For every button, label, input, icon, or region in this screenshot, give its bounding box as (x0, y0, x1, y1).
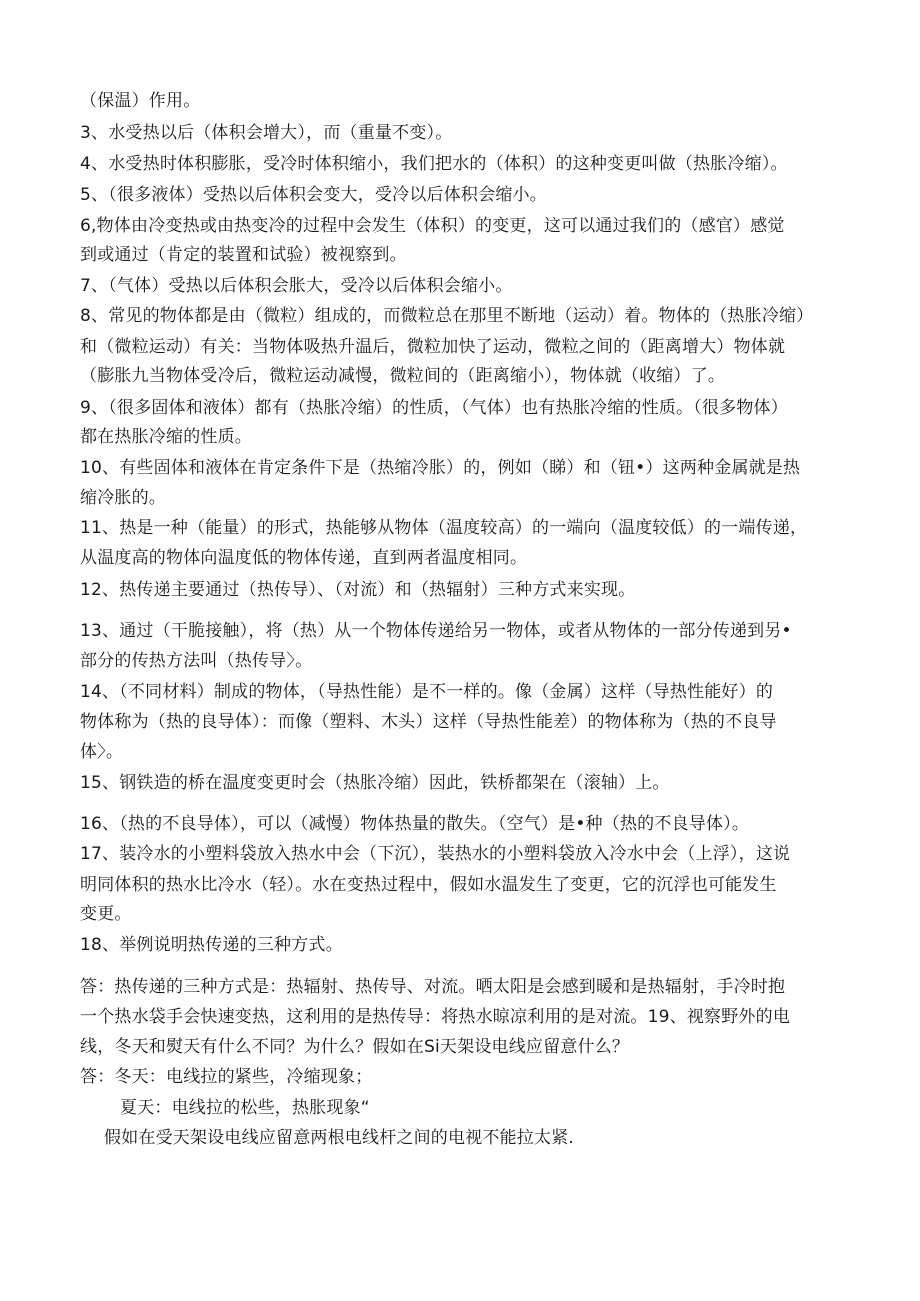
text-line: 13、通过（干脆接触），将（热）从一个物体传递给另一物体，或者从物体的一部分传递到另• (80, 621, 792, 641)
text-line: 18、举例说明热传递的三种方式。 (80, 935, 343, 955)
text-line: 17、装冷水的小塑料袋放入热水中会（下沉），装热水的小塑料袋放入冷水中会（上浮），这说 (80, 844, 791, 864)
text-line: 一个热水袋手会快速变热，这利用的是热传导：将热水晾凉利用的是对流。19、视察野外的电 (80, 1007, 791, 1027)
text-line: 明同体积的热水比冷水（轻）。水在变热过程中，假如水温发生了变更，它的沉浮也可能发生 (80, 875, 777, 895)
text-line: 从温度高的物体向温度低的物体传递，直到两者温度相同。 (80, 548, 528, 568)
text-line: 15、钢铁造的桥在温度变更时会（热胀冷缩）因此，铁桥都架在（滚轴）上。 (80, 773, 670, 793)
text-line: 4、水受热时体积膨胀，受冷时体积缩小，我们把水的（体积）的这种变更叫做（热胀冷缩）。 (80, 154, 788, 174)
text-line: 10、有些固体和液体在肯定条件下是（热缩冷胀）的，例如（睇）和（钮•）这两种金属就是热 (80, 458, 801, 478)
text-line: 3、水受热以后（体积会增大），而（重量不变）。 (80, 123, 453, 143)
text-line: 11、热是一种（能量）的形式，热能够从物体（温度较高）的一端向（温度较低）的一端传递， (80, 518, 808, 538)
text-line: 都在热胀冷缩的性质。 (80, 427, 252, 447)
text-line: 和（微粒运动）有关：当物体吸热升温后，微粒加快了运动，微粒之间的（距离增大）物体就 (80, 337, 786, 357)
text-line: 体〉。 (80, 742, 124, 762)
text-line: 答：冬天：电线拉的紧些，冷缩现象； (80, 1067, 373, 1087)
text-line: 12、热传递主要通过（热传导）、（对流）和（热辐射）三种方式来实现。 (80, 580, 636, 600)
text-line: 7、（气体）受热以后体积会胀大，受冷以后体积会缩小。 (80, 276, 513, 296)
text-line: 夏天：电线拉的松些，热胀现象“ (120, 1098, 370, 1118)
text-line: 14、（不同材料）制成的物体，（导热性能）是不一样的。像（金属）这样（导热性能好）的 (80, 682, 774, 702)
text-line: 6,物体由冷变热或由热变冷的过程中会发生（体积）的变更，这可以通过我们的（感官）感觉 (80, 216, 785, 236)
text-line: 变更。 (80, 904, 132, 924)
text-line: 假如在受天架设电线应留意两根电线杆之间的电视不能拉太紧. (104, 1128, 575, 1148)
text-line: 9、（很多固体和液体）都有（热胀冷缩）的性质，（气体）也有热胀冷缩的性质。（很多物体） (80, 398, 788, 418)
text-line: 缩冷胀的。 (80, 488, 166, 508)
text-line: 到或通过（肯定的装置和试验）被视察到。 (80, 245, 407, 265)
text-line: 部分的传热方法叫（热传导〉。 (80, 651, 313, 671)
text-line: （保温）作用。 (80, 91, 201, 111)
text-line: 物体称为（热的良导体）：而像（塑料、木头）这样（导热性能差）的物体称为（热的不良导 (80, 712, 777, 732)
text-line: 8、常见的物体都是由（微粒）组成的，而微粒总在那里不断地（运动）着。物体的（热胀冷缩） (80, 306, 814, 326)
text-line: 5、（很多液体）受热以后体积会变大，受冷以后体积会缩小。 (80, 185, 547, 205)
text-line: 线，冬天和熨天有什么不同？为什么？假如在Si天架设电线应留意什么？ (80, 1037, 630, 1057)
text-line: （膨胀九当物体受冷后，微粒运动减慢，微粒间的（距离缩小），物体就（收缩）了。 (80, 366, 726, 386)
text-line: 16、（热的不良导体），可以（减慢）物体热量的散失。（空气）是•种（热的不良导体）。 (80, 814, 750, 834)
text-line: 答：热传递的三种方式是：热辐射、热传导、对流。哂太阳是会感到暖和是热辐射，手冷时抱 (80, 977, 786, 997)
